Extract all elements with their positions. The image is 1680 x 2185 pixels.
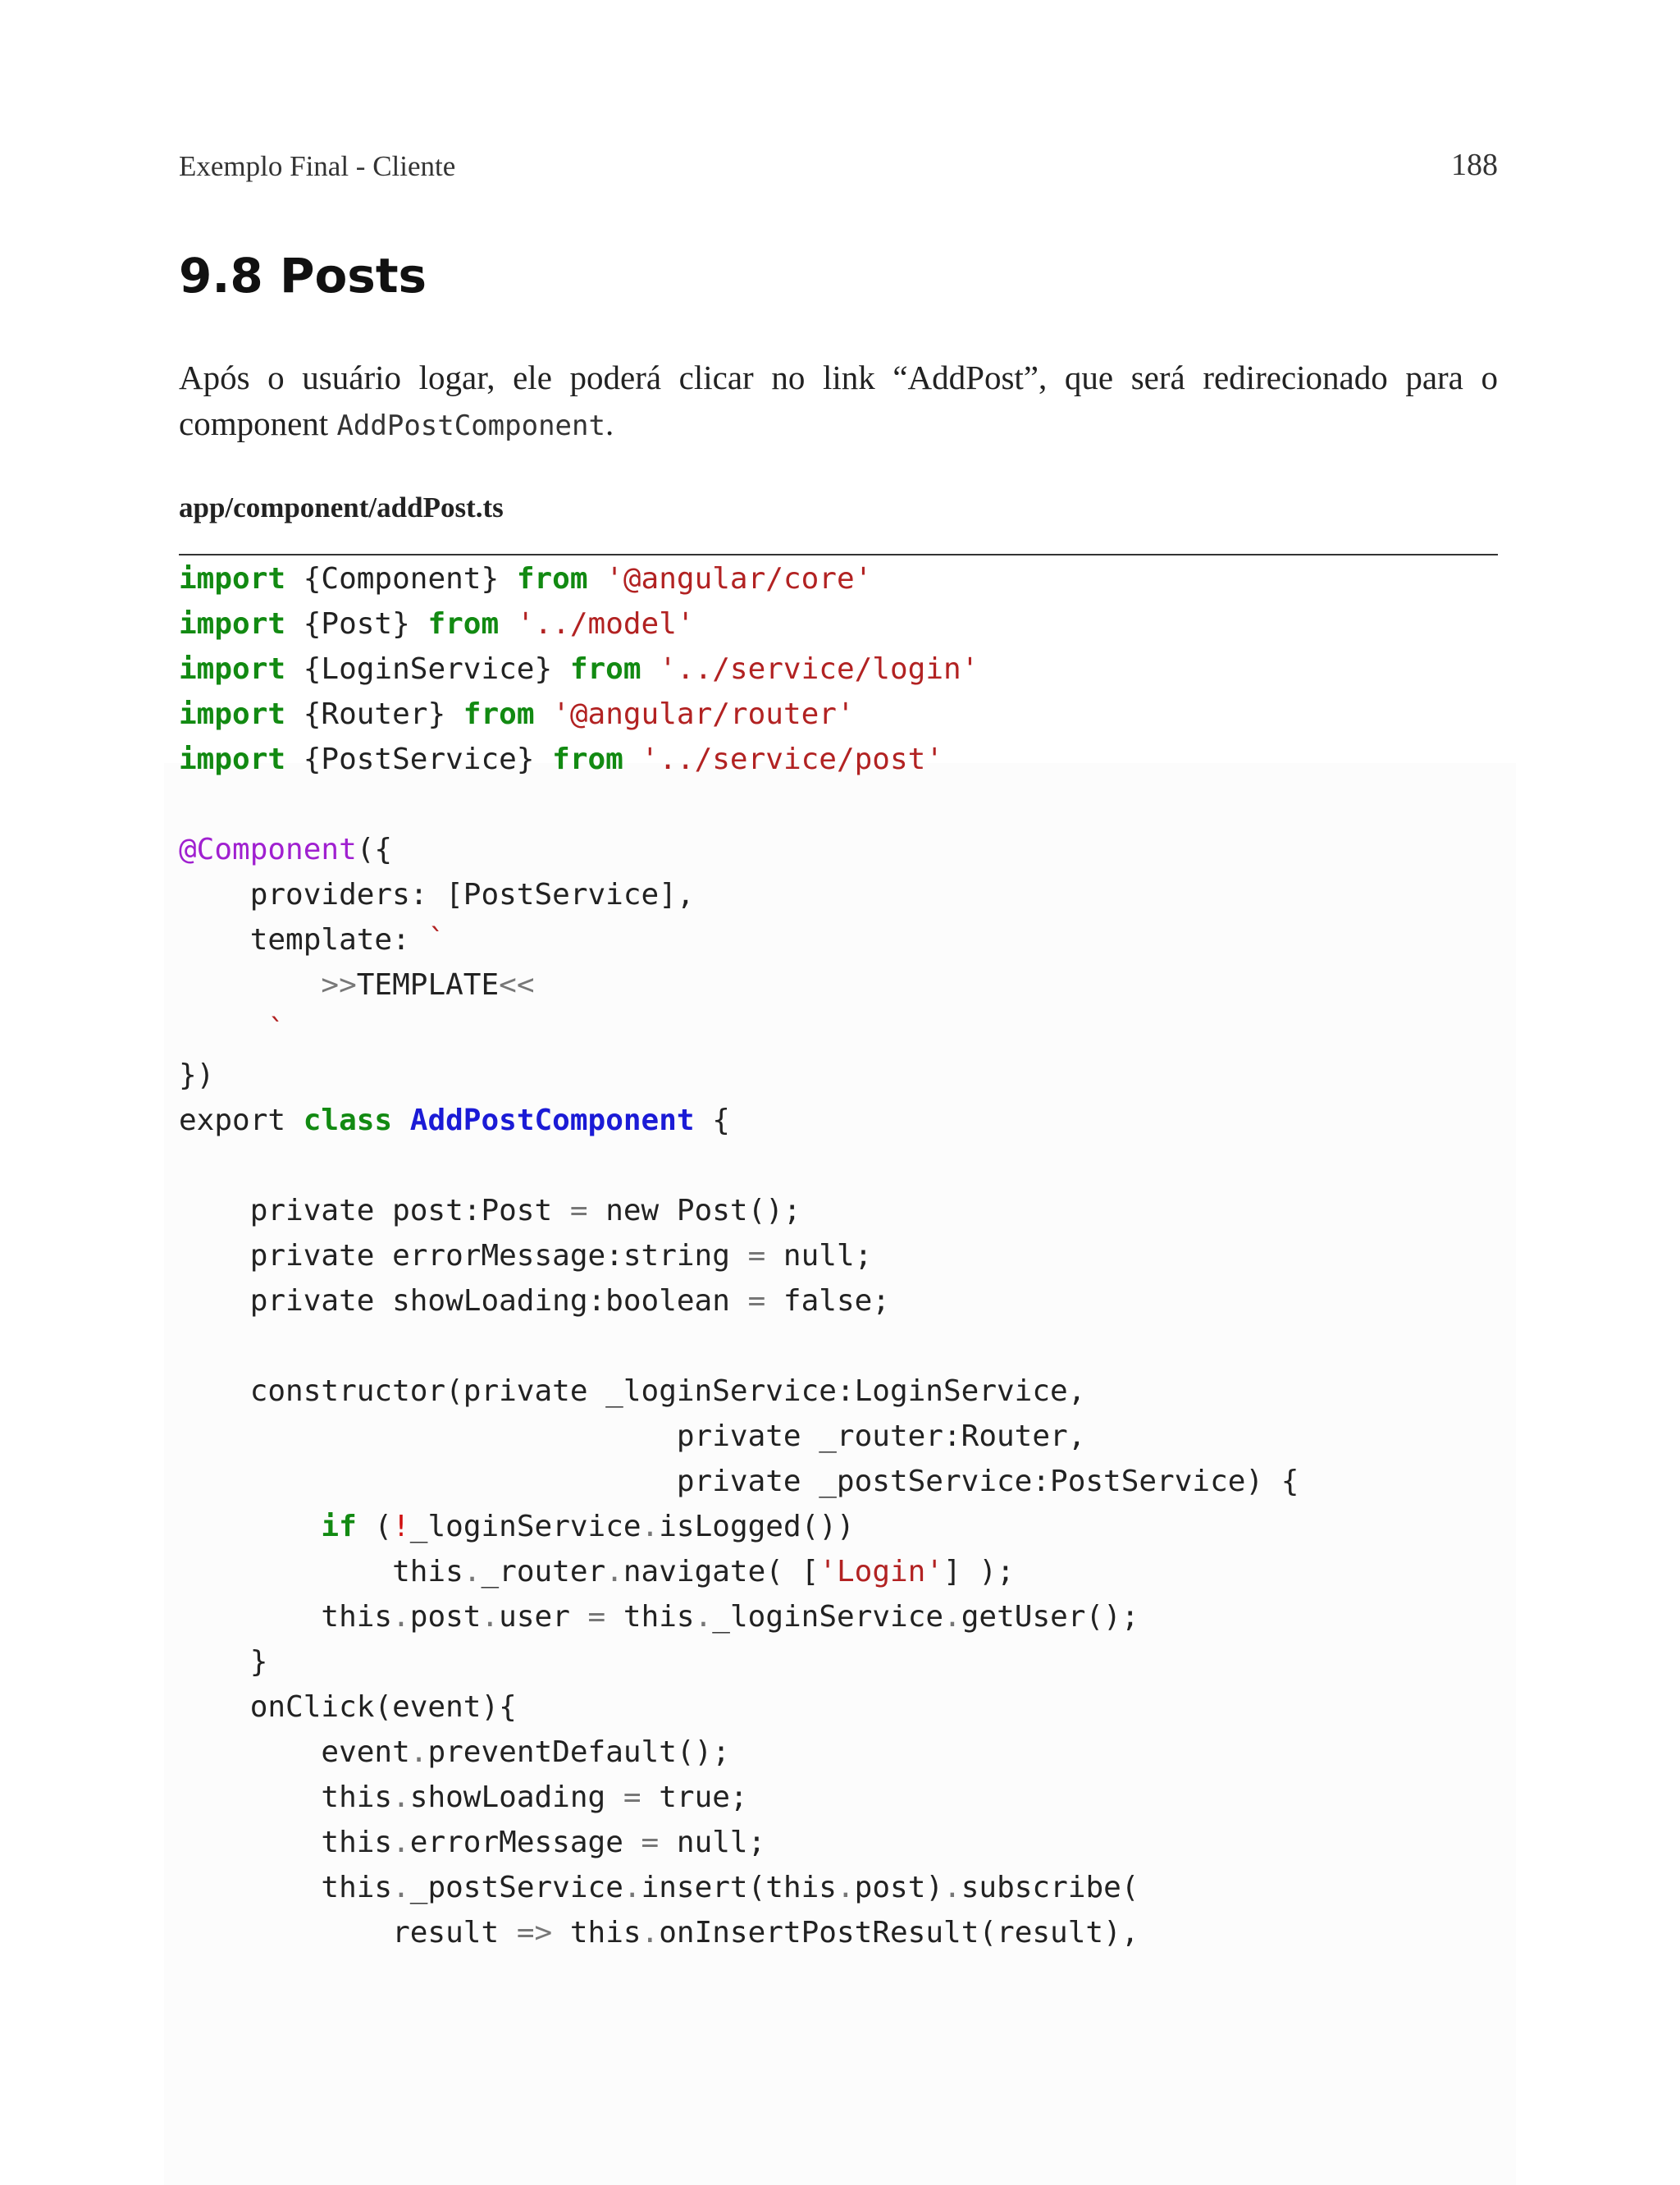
code-line [179,1233,1299,1278]
code-text: template: [179,923,428,957]
code-text [535,697,553,731]
code-operator: . [392,1826,410,1859]
code-decorator: @Component [179,833,357,866]
code-line [179,1820,1299,1865]
code-keyword: import [179,743,286,776]
code-line [179,1369,1299,1414]
code-keyword: from [427,607,500,641]
code-text: ({ [356,833,393,866]
code-operator: = [623,1780,641,1814]
code-string: ` [427,923,446,957]
code-line [179,827,1299,872]
code-class-name: AddPostComponent [409,1104,695,1137]
code-text: } [179,1645,268,1679]
code-text: insert(this [641,1871,837,1904]
code-text [641,652,660,686]
code-text: navigate( [ [623,1555,819,1588]
code-text: {LoginService} [285,652,570,686]
code-text [623,743,641,776]
code-line [179,692,1299,737]
code-string: '../model' [516,607,695,641]
code-line [179,1323,1299,1369]
code-text: event [179,1735,410,1769]
code-text: ] ); [943,1555,1015,1588]
code-text: subscribe( [961,1871,1139,1904]
code-operator: . [481,1600,500,1634]
code-line [179,601,1299,647]
code-keyword: from [569,652,641,686]
code-text: true; [641,1780,748,1814]
code-text: {Post} [285,607,428,641]
code-operator: = [747,1239,766,1273]
code-operator: . [943,1600,961,1634]
code-operator: . [641,1510,660,1543]
code-text [179,1013,267,1047]
code-keyword: import [179,697,286,731]
code-operator: . [409,1735,428,1769]
code-text [179,968,321,1002]
code-text [179,1510,321,1543]
code-text: providers: [PostService], [179,878,695,912]
code-line [179,1865,1299,1910]
code-keyword: import [179,562,286,596]
code-operator: . [623,1871,641,1904]
code-text: private errorMessage:string [179,1239,748,1273]
code-text: {Router} [285,697,463,731]
code-text: showLoading [409,1780,623,1814]
code-line [179,782,1299,827]
inline-code: AddPostComponent [336,409,605,442]
code-text: preventDefault(); [427,1735,730,1769]
code-text: this [552,1916,641,1950]
code-text [499,607,517,641]
code-text: export [179,1104,304,1137]
code-text: this [605,1600,695,1634]
code-line [179,1098,1299,1143]
code-text: this [179,1780,393,1814]
section-title: 9.8 Posts [179,248,427,304]
code-keyword: class [303,1104,393,1137]
code-text: private post:Post [179,1194,570,1227]
code-text: }) [179,1058,215,1092]
code-text: this [179,1871,393,1904]
code-text: post) [854,1871,944,1904]
code-block [179,556,1299,1955]
code-operator: >> [321,968,357,1002]
code-operator: << [499,968,535,1002]
code-line [179,1910,1299,1955]
code-line [179,917,1299,962]
code-text: onInsertPostResult(result), [659,1916,1139,1950]
code-line [179,1504,1299,1549]
code-line [179,1594,1299,1639]
code-line [179,962,1299,1008]
page-number: 188 [1451,148,1498,182]
code-keyword: from [463,697,535,731]
code-operator: ! [392,1510,410,1543]
code-text [588,562,606,596]
code-text: _postService [409,1871,623,1904]
code-keyword: if [321,1510,357,1543]
code-text: private _router:Router, [179,1419,1086,1453]
code-text: private _postService:PostService) { [179,1465,1299,1498]
code-text: { [694,1104,730,1137]
code-operator: => [516,1916,553,1950]
code-line [179,1459,1299,1504]
code-line [179,1008,1299,1053]
code-line [179,1730,1299,1775]
code-caption: app/component/addPost.ts [179,491,504,523]
code-operator: . [463,1555,482,1588]
code-line [179,1775,1299,1820]
code-text: _loginService [712,1600,944,1634]
code-line [179,1143,1299,1188]
code-line [179,1414,1299,1459]
code-operator: = [587,1600,606,1634]
code-line [179,1188,1299,1233]
code-text: constructor(private _loginService:LoginService, [179,1374,1086,1408]
code-divider [179,554,1498,555]
code-string: '../service/login' [659,652,979,686]
code-text: onClick(event){ [179,1690,517,1724]
code-string: '../service/post' [641,743,944,776]
code-text: private showLoading:boolean [179,1284,748,1318]
code-text: false; [765,1284,890,1318]
intro-text: Após o usuário logar, ele poderá clicar no link “AddPost”, que será redirecionado para o component [179,359,1498,442]
code-string: ` [267,1013,286,1047]
code-text: getUser(); [961,1600,1139,1634]
code-line [179,556,1299,601]
code-line [179,1639,1299,1684]
code-operator: . [605,1555,623,1588]
code-operator: . [694,1600,713,1634]
code-operator: = [569,1194,588,1227]
code-operator: . [392,1600,410,1634]
code-line [179,872,1299,917]
code-text: this [179,1600,393,1634]
code-keyword: from [552,743,623,776]
code-text: this [179,1826,393,1859]
code-text: new Post(); [587,1194,801,1227]
code-operator: = [747,1284,766,1318]
code-line [179,1549,1299,1594]
code-string: '@angular/router' [552,697,855,731]
code-keyword: import [179,652,286,686]
code-string: 'Login' [819,1555,944,1588]
code-line [179,1053,1299,1098]
code-operator: . [392,1780,410,1814]
code-keyword: from [516,562,588,596]
code-text: result [179,1916,517,1950]
code-keyword: import [179,607,286,641]
code-text: {PostService} [285,743,553,776]
code-operator: . [392,1871,410,1904]
code-operator: . [641,1916,660,1950]
code-text: user [499,1600,588,1634]
code-text: errorMessage [409,1826,641,1859]
code-string: '@angular/core' [605,562,873,596]
code-text: TEMPLATE [356,968,500,1002]
code-text: _loginService [409,1510,641,1543]
code-text: this [179,1555,463,1588]
code-text: ( [356,1510,393,1543]
code-text: isLogged()) [659,1510,855,1543]
code-operator: . [836,1871,855,1904]
code-text [392,1104,410,1137]
code-line [179,1684,1299,1730]
code-text: {Component} [285,562,517,596]
code-operator: = [641,1826,660,1859]
code-line [179,737,1299,782]
running-header: Exemplo Final - Cliente [179,150,456,182]
code-text: null; [659,1826,766,1859]
intro-end: . [605,405,614,442]
code-operator: . [943,1871,961,1904]
code-text: post [409,1600,482,1634]
code-text: _router [481,1555,606,1588]
code-line [179,1278,1299,1323]
code-line [179,647,1299,692]
intro-paragraph [179,354,1498,449]
code-text: null; [765,1239,873,1273]
